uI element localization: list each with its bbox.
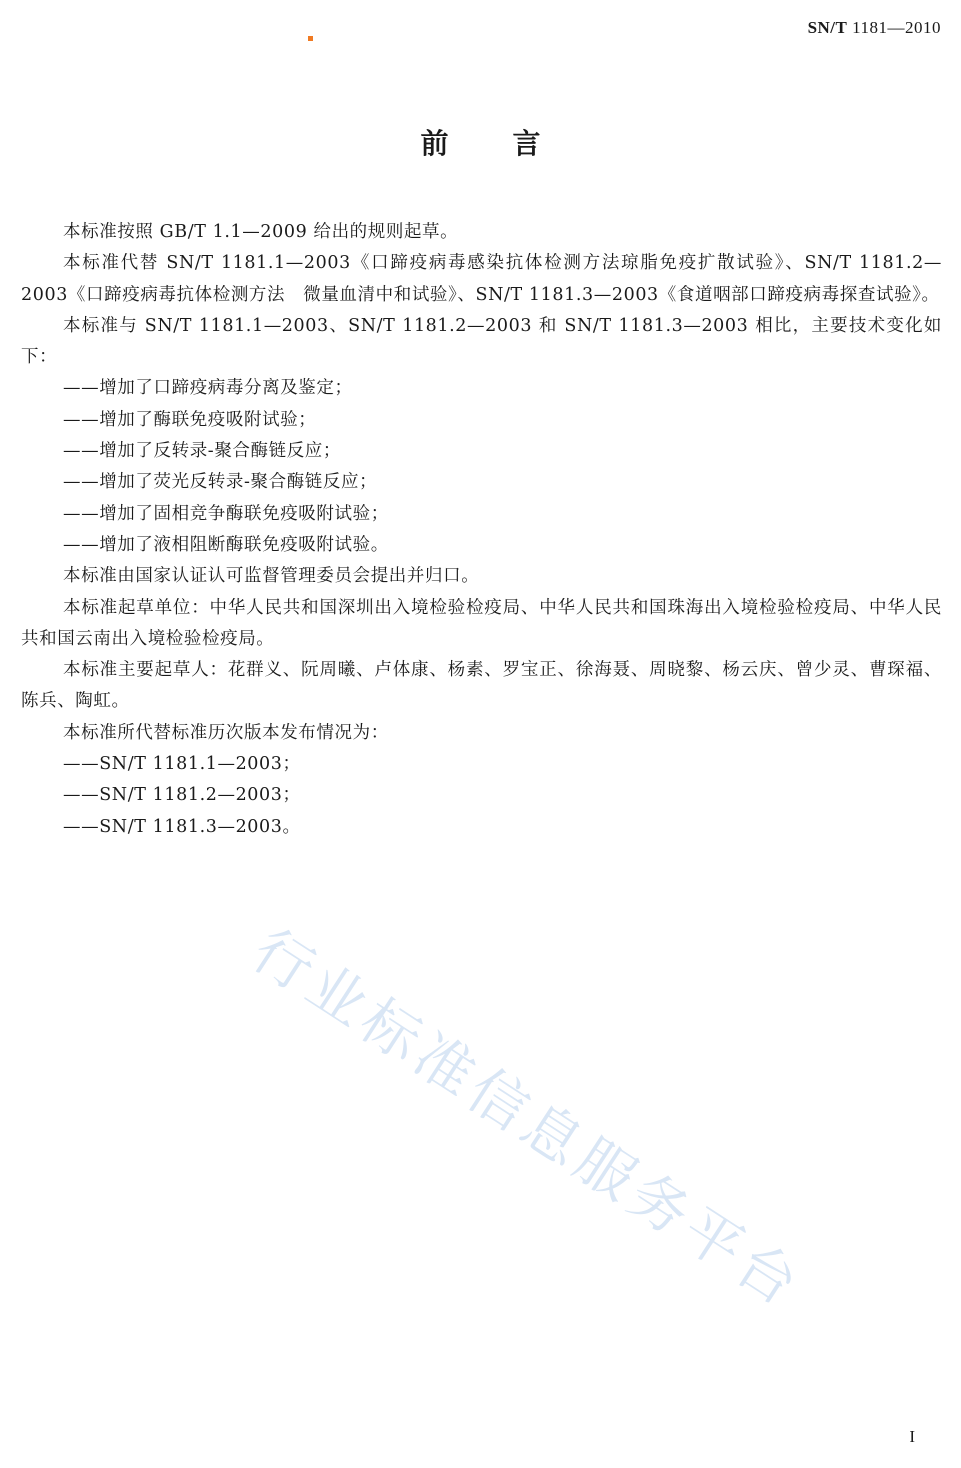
standard-number: 1181—2010 [847, 18, 941, 37]
page-number: I [909, 1427, 915, 1446]
change-item: ——增加了荧光反转录-聚合酶链反应； [63, 472, 378, 493]
orange-marker-icon [308, 36, 313, 41]
previous-version-item: ——SN/T 1181.1—2003； [63, 754, 301, 775]
paragraph-changes-intro: 本标准与 SN/T 1181.1—2003、SN/T 1181.2—2003 和 SN/T 1181.3—2003 相比，主要技术变化如下： [21, 315, 942, 368]
previous-version-item: ——SN/T 1181.3—2003。 [63, 816, 301, 837]
paragraph-drafting-rules: 本标准按照 GB/T 1.1—2009 给出的规则起草。 [63, 222, 459, 242]
paragraph-replaces: 本标准代替 SN/T 1181.1—2003《口蹄疫病毒感染抗体检测方法琼脂免疫扩散试验》、SN/T 1181.2—2003《口蹄疫病毒抗体检测方法 微量血清中和试验》、SN/T 1181.3—2003《食道咽部口蹄疫病毒探查试验》。 [21, 253, 942, 305]
paragraph-proposer: 本标准由国家认证认可监督管理委员会提出并归口。 [63, 566, 480, 587]
change-item: ——增加了反转录-聚合酶链反应； [63, 441, 342, 462]
document-body [21, 217, 942, 843]
standard-code [808, 18, 941, 38]
paragraph-drafting-units: 本标准起草单位：中华人民共和国深圳出入境检验检疫局、中华人民共和国珠海出入境检验检疫局、中华人民共和国云南出入境检验检疫局。 [21, 597, 942, 649]
change-item: ——增加了酶联免疫吸附试验； [63, 409, 317, 430]
change-item: ——增加了液相阻断酶联免疫吸附试验。 [63, 534, 389, 555]
paragraph-previous-versions-intro: 本标准所代替标准历次版本发布情况为： [63, 722, 389, 743]
previous-version-item: ——SN/T 1181.2—2003； [63, 785, 301, 806]
standard-prefix: SN/T [807, 18, 848, 37]
change-item: ——增加了固相竞争酶联免疫吸附试验； [63, 503, 389, 524]
watermark-text: 行业标准信息服务平台 [240, 915, 815, 1322]
paragraph-drafters: 本标准主要起草人：花群义、阮周曦、卢体康、杨素、罗宝正、徐海聂、周晓黎、杨云庆、曾少灵、曹琛福、陈兵、陶虹。 [21, 660, 942, 712]
page-title: 前言 [420, 127, 605, 160]
change-item: ——增加了口蹄疫病毒分离及鉴定； [63, 378, 353, 399]
